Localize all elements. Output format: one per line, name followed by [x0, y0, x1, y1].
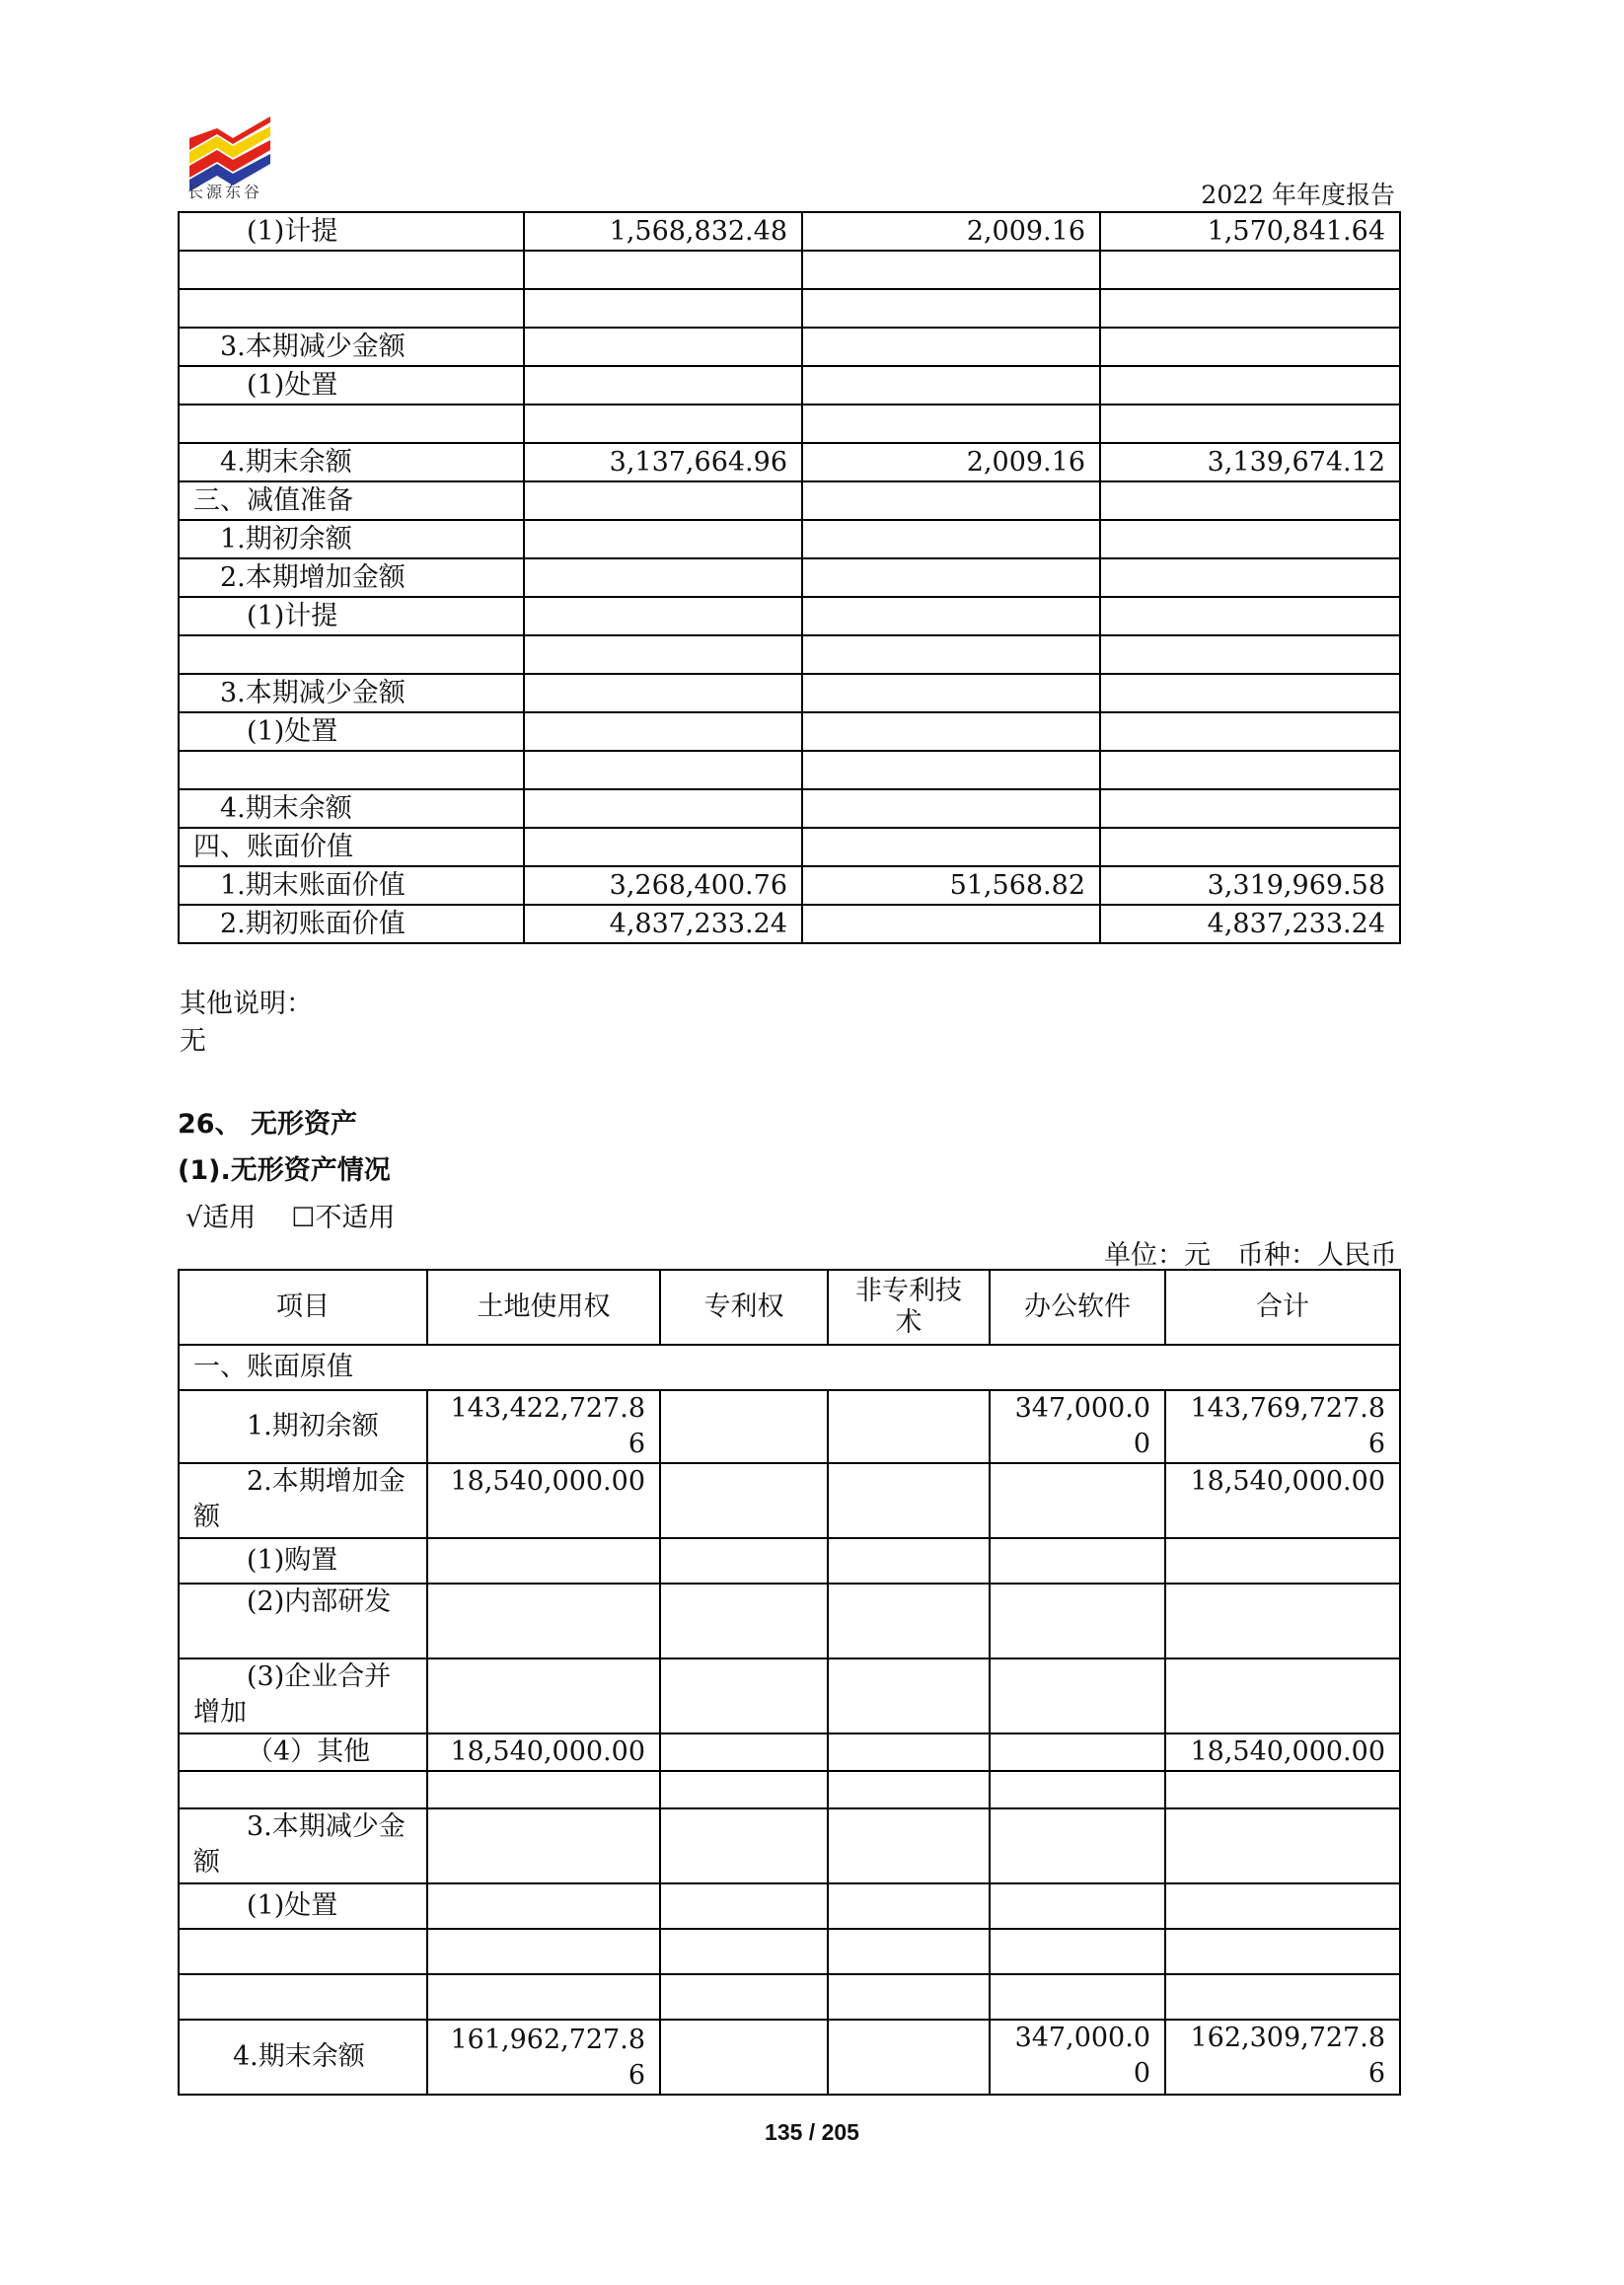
table-row — [179, 1883, 1400, 1929]
table-cell — [524, 251, 802, 289]
table-cell: 347,000.00 — [990, 1390, 1165, 1463]
table-row — [179, 558, 1400, 597]
table-cell: 161,962,727.86 — [427, 2020, 660, 2095]
table-cell — [524, 558, 802, 597]
table-row — [179, 1390, 1400, 1463]
table-cell: 51,568.82 — [802, 866, 1100, 905]
row-label — [179, 405, 524, 443]
table-row — [179, 635, 1400, 674]
table-cell: 18,540,000.00 — [427, 1463, 660, 1538]
row-label: 4.期末余额 — [179, 2020, 427, 2095]
table-row — [179, 1808, 1400, 1883]
table-row — [179, 1463, 1400, 1538]
table-cell: 4,837,233.24 — [1100, 905, 1400, 943]
table-cell: 347,000.00 — [990, 2020, 1165, 2095]
row-label — [179, 635, 524, 674]
table-cell — [802, 251, 1100, 289]
row-label: (1)计提 — [179, 212, 524, 251]
table-cell — [990, 1771, 1165, 1808]
table-row — [179, 712, 1400, 751]
table-cell — [1165, 1538, 1400, 1584]
row-label: (1)处置 — [179, 712, 524, 751]
table-cell — [1100, 405, 1400, 443]
table-row — [179, 328, 1400, 366]
table-cell — [1165, 1771, 1400, 1808]
page-number: 135 / 205 — [765, 2119, 859, 2145]
table-cell — [802, 328, 1100, 366]
unit-currency: 单位：元 币种：人民币 — [1104, 1240, 1397, 1271]
table-cell — [828, 1538, 990, 1584]
table-cell — [660, 1463, 828, 1538]
table-cell — [660, 1733, 828, 1771]
table-cell — [1100, 635, 1400, 674]
table-row — [179, 366, 1400, 405]
not-applicable-checkbox: ☐不适用 — [291, 1203, 396, 1233]
row-label: (3)企业合并增加 — [179, 1658, 427, 1733]
table-cell — [1100, 674, 1400, 712]
table-cell — [660, 1808, 828, 1883]
table-cell — [1165, 1883, 1400, 1929]
table-cell — [427, 1771, 660, 1808]
table-cell — [427, 1974, 660, 2020]
table-cell — [524, 597, 802, 635]
column-header: 办公软件 — [990, 1270, 1165, 1345]
table-cell — [828, 1808, 990, 1883]
table-cell — [1100, 789, 1400, 828]
row-label: (1)购置 — [179, 1538, 427, 1584]
row-label: 3.本期减少金额 — [179, 674, 524, 712]
table-cell — [427, 1929, 660, 1974]
table-cell — [802, 674, 1100, 712]
row-label: 1.期初余额 — [179, 1390, 427, 1463]
table-cell — [802, 712, 1100, 751]
table-cell — [1100, 366, 1400, 405]
table-cell — [828, 1463, 990, 1538]
row-label: 1.期初余额 — [179, 520, 524, 558]
table-cell — [990, 1463, 1165, 1538]
table-cell — [660, 2020, 828, 2095]
table-cell — [1100, 751, 1400, 789]
row-label — [179, 751, 524, 789]
row-label — [179, 251, 524, 289]
table-row — [179, 905, 1400, 943]
table-row — [179, 1658, 1400, 1733]
table-row — [179, 289, 1400, 328]
table-cell — [802, 405, 1100, 443]
table-row — [179, 1538, 1400, 1584]
table-row — [179, 674, 1400, 712]
table-row — [179, 481, 1400, 520]
row-label: 3.本期减少金额 — [179, 1808, 427, 1883]
table-row — [179, 789, 1400, 828]
table-cell — [427, 1883, 660, 1929]
table-cell — [1100, 289, 1400, 328]
table-row — [179, 405, 1400, 443]
table-row — [179, 520, 1400, 558]
table-cell — [660, 1390, 828, 1463]
table-cell — [802, 481, 1100, 520]
table-cell — [1100, 712, 1400, 751]
row-label — [179, 289, 524, 328]
table-row — [179, 212, 1400, 251]
table-cell — [828, 1974, 990, 2020]
table-cell: 18,540,000.00 — [427, 1733, 660, 1771]
table-cell: 3,139,674.12 — [1100, 443, 1400, 481]
column-header: 项目 — [179, 1270, 427, 1345]
table-cell — [828, 2020, 990, 2095]
table-cell — [524, 712, 802, 751]
table-cell — [1100, 251, 1400, 289]
table-row — [179, 443, 1400, 481]
section-label: 一、账面原值 — [179, 1345, 1400, 1390]
table-cell: 18,540,000.00 — [1165, 1733, 1400, 1771]
row-label: 2.本期增加金额 — [179, 558, 524, 597]
other-notes-body: 无 — [180, 1026, 206, 1057]
table-cell: 143,422,727.86 — [427, 1390, 660, 1463]
table-row — [179, 1584, 1400, 1658]
row-label — [179, 1974, 427, 2020]
table-cell: 3,137,664.96 — [524, 443, 802, 481]
table-row — [179, 1771, 1400, 1808]
table-cell — [524, 405, 802, 443]
row-label: （4）其他 — [179, 1733, 427, 1771]
table-cell — [990, 1929, 1165, 1974]
table-cell — [660, 1929, 828, 1974]
row-label: 2.期初账面价值 — [179, 905, 524, 943]
row-label: 1.期末账面价值 — [179, 866, 524, 905]
column-header: 专利权 — [660, 1270, 828, 1345]
table-cell — [660, 1658, 828, 1733]
table-cell — [802, 597, 1100, 635]
row-label: 3.本期减少金额 — [179, 328, 524, 366]
table-cell — [802, 751, 1100, 789]
column-header: 非专利技术 — [828, 1270, 990, 1345]
table-cell — [660, 1538, 828, 1584]
table-cell — [828, 1584, 990, 1658]
table-cell — [990, 1538, 1165, 1584]
table-cell: 143,769,727.86 — [1165, 1390, 1400, 1463]
table-cell — [524, 751, 802, 789]
subsection-title: (1).无形资产情况 — [178, 1155, 391, 1186]
column-header: 合计 — [1165, 1270, 1400, 1345]
table-cell — [524, 289, 802, 328]
row-label: 四、账面价值 — [179, 828, 524, 866]
table-row — [179, 828, 1400, 866]
table-cell — [802, 635, 1100, 674]
table-cell — [802, 366, 1100, 405]
table-cell — [1165, 1974, 1400, 2020]
table-cell — [1165, 1808, 1400, 1883]
table-cell — [1100, 828, 1400, 866]
row-label: (1)处置 — [179, 366, 524, 405]
table-cell — [828, 1771, 990, 1808]
table-cell — [660, 1974, 828, 2020]
table-cell — [802, 905, 1100, 943]
table-cell: 4,837,233.24 — [524, 905, 802, 943]
table-cell — [1100, 481, 1400, 520]
table-cell — [524, 520, 802, 558]
table-cell — [1100, 597, 1400, 635]
table-cell — [802, 289, 1100, 328]
row-label: 4.期末余额 — [179, 789, 524, 828]
row-label — [179, 1929, 427, 1974]
table-row — [179, 1974, 1400, 2020]
table-cell — [802, 789, 1100, 828]
logo-text: 长源东谷 — [187, 183, 263, 201]
table-cell — [802, 558, 1100, 597]
table-cell — [990, 1808, 1165, 1883]
table-row — [179, 1929, 1400, 1974]
table-cell — [828, 1658, 990, 1733]
row-label: 2.本期增加金额 — [179, 1463, 427, 1538]
row-label — [179, 1771, 427, 1808]
table-cell — [1100, 520, 1400, 558]
table-cell — [427, 1584, 660, 1658]
table-cell: 2,009.16 — [802, 212, 1100, 251]
table-row — [179, 866, 1400, 905]
table-cell: 3,319,969.58 — [1100, 866, 1400, 905]
table-header-row — [179, 1270, 1400, 1345]
row-label: 三、减值准备 — [179, 481, 524, 520]
table-row — [179, 597, 1400, 635]
table-cell — [802, 520, 1100, 558]
table-cell — [990, 1584, 1165, 1658]
table-row — [179, 751, 1400, 789]
row-label: 4.期末余额 — [179, 443, 524, 481]
table-cell — [524, 635, 802, 674]
table-cell — [990, 1883, 1165, 1929]
table-cell — [828, 1883, 990, 1929]
table-row — [179, 251, 1400, 289]
section-title: 26、 无形资产 — [178, 1109, 357, 1140]
table-cell — [524, 828, 802, 866]
section-row — [179, 1345, 1400, 1390]
fixed-asset-continuation-table — [178, 211, 1401, 944]
table-cell: 162,309,727.86 — [1165, 2020, 1400, 2095]
table-cell — [660, 1771, 828, 1808]
table-cell — [1100, 558, 1400, 597]
table-cell — [524, 481, 802, 520]
table-cell — [828, 1733, 990, 1771]
table-cell — [524, 328, 802, 366]
table-cell: 2,009.16 — [802, 443, 1100, 481]
row-label: (1)计提 — [179, 597, 524, 635]
row-label: (2)内部研发 — [179, 1584, 427, 1658]
table-cell: 3,268,400.76 — [524, 866, 802, 905]
table-cell — [524, 789, 802, 828]
table-cell — [427, 1538, 660, 1584]
table-cell — [990, 1974, 1165, 2020]
table-cell: 18,540,000.00 — [1165, 1463, 1400, 1538]
table-cell — [524, 366, 802, 405]
table-cell — [828, 1929, 990, 1974]
table-cell — [524, 674, 802, 712]
table-cell — [990, 1733, 1165, 1771]
intangible-assets-table — [178, 1269, 1401, 2096]
table-cell — [1165, 1658, 1400, 1733]
table-cell — [1165, 1584, 1400, 1658]
table-cell — [990, 1658, 1165, 1733]
table-cell — [1100, 328, 1400, 366]
table-cell — [802, 828, 1100, 866]
table-cell — [828, 1390, 990, 1463]
table-cell: 1,570,841.64 — [1100, 212, 1400, 251]
report-title: 2022 年年度报告 — [1201, 181, 1395, 209]
table-cell — [660, 1883, 828, 1929]
table-cell — [660, 1584, 828, 1658]
table-cell — [427, 1658, 660, 1733]
table-cell — [1165, 1929, 1400, 1974]
table-row — [179, 2020, 1400, 2095]
row-label: (1)处置 — [179, 1883, 427, 1929]
column-header: 土地使用权 — [427, 1270, 660, 1345]
other-notes-title: 其他说明： — [180, 989, 313, 1019]
table-cell: 1,568,832.48 — [524, 212, 802, 251]
table-row — [179, 1733, 1400, 1771]
applicability — [185, 1196, 430, 1234]
applicable-checkbox: √适用 — [185, 1203, 257, 1233]
table-cell — [427, 1808, 660, 1883]
